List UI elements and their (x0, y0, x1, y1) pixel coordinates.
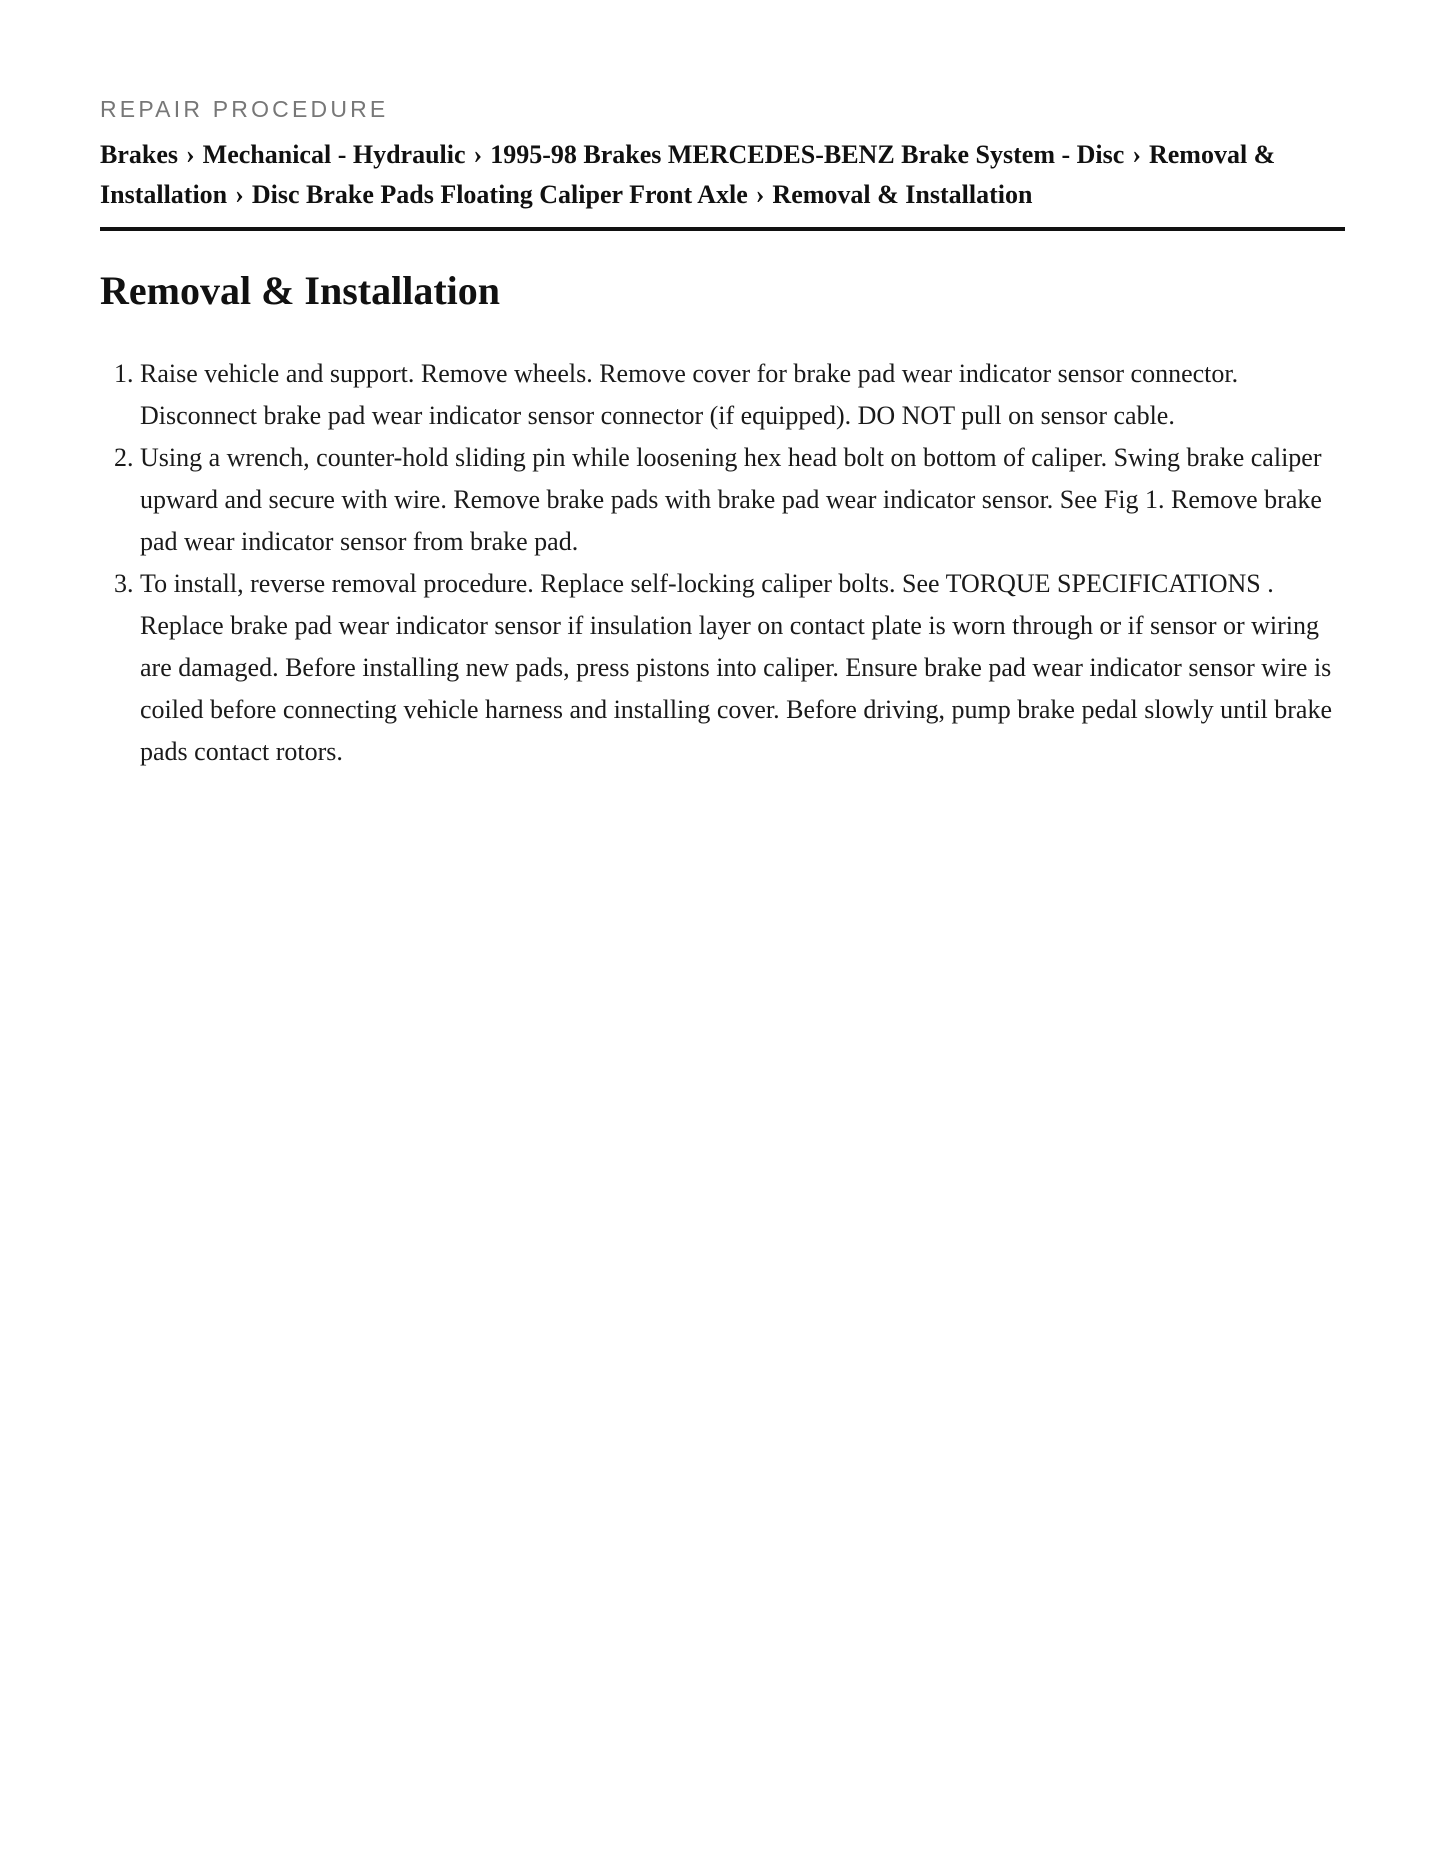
breadcrumb-item[interactable]: Mechanical - Hydraulic (202, 140, 466, 169)
procedure-step: 1. Raise vehicle and support. Remove wheels. Remove cover for brake pad wear indicator sensor connector. Disconnect brake pad wear indicator sensor connector (if equipped). DO NOT pull on sensor cable. (140, 353, 1345, 437)
breadcrumb-item[interactable]: Removal & Installation (100, 140, 1276, 209)
breadcrumb-separator: › (755, 180, 765, 209)
breadcrumb-separator: › (473, 140, 483, 169)
breadcrumb-item[interactable]: Brakes (100, 140, 178, 169)
breadcrumb-item[interactable]: 1995-98 Brakes MERCEDES-BENZ Brake System - Disc (490, 140, 1125, 169)
breadcrumb-separator: › (1132, 140, 1141, 169)
breadcrumb-item-current: Removal & Installation (772, 180, 1033, 209)
breadcrumb-separator: › (235, 180, 244, 209)
section-eyebrow: REPAIR PROCEDURE (100, 96, 389, 122)
breadcrumb-item[interactable]: Disc Brake Pads Floating Caliper Front Axle (251, 180, 748, 209)
procedure-step: 2. Using a wrench, counter-hold sliding pin while loosening hex head bolt on bottom of caliper. Swing brake caliper upward and secure with wire. Remove brake pads with brake pad wear indicator sensor. See Fig 1. Remove brake pad wear indicator sensor from brake pad. (140, 437, 1345, 563)
breadcrumb (100, 135, 1345, 231)
procedure-step: 3. To install, reverse removal procedure. Replace self-locking caliper bolts. See TORQUE SPECIFICATIONS . Replace brake pad wear indicator sensor if insulation layer on contact plate is worn through or if sensor or wiring are damaged. Before installing new pads, press pistons into caliper. Ensure brake pad wear indicator sensor wire is coiled before connecting vehicle harness and installing cover. Before driving, pump brake pedal slowly until brake pads contact rotors. (140, 563, 1345, 773)
procedure-steps-list (100, 353, 1345, 773)
breadcrumb-separator: › (186, 140, 195, 169)
page-title: Removal & Installation (100, 268, 500, 313)
